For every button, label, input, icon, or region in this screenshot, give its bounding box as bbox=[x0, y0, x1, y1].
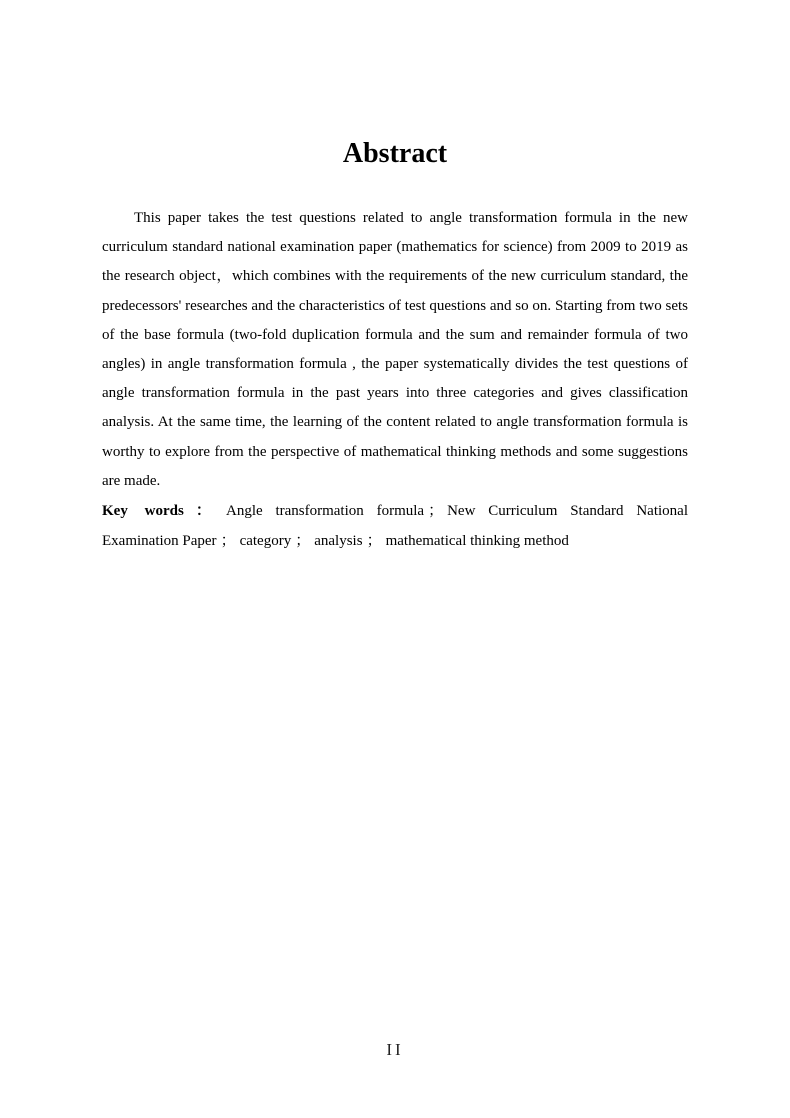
keyword-item: mathematical thinking method bbox=[385, 533, 569, 549]
keywords-line bbox=[102, 496, 688, 556]
keyword-separator: ； bbox=[295, 533, 311, 549]
abstract-title: Abstract bbox=[342, 138, 448, 169]
keyword-item: category bbox=[239, 533, 292, 549]
keyword-item: New Curriculum Standard National Examination Paper bbox=[102, 503, 689, 549]
page-number: II bbox=[386, 1040, 404, 1059]
keywords-label: Key words bbox=[102, 503, 184, 519]
abstract-paragraph: This paper takes the test questions related to angle transformation formula in the new curriculum standard national examination paper (mathematics for science) from 2009 to 2019 as the research object，which combines with the requirements of the new curriculum standard, the predecessors' researches and the characteristics of test questions and so on. Starting from two sets of the base formula (two-fold duplication formula and the sum and remainder formula of two angles) in angle transformation formula , the paper systematically divides the test questions of angle transformation formula in the past years into three categories and gives classification analysis. At the same time, the learning of the content related to angle transformation formula is worthy to explore from the perspective of mathematical thinking methods and some suggestions are made. bbox=[102, 210, 688, 489]
keyword-separator: ； bbox=[220, 533, 236, 549]
keyword-separator: ； bbox=[366, 533, 382, 549]
keyword-separator: ； bbox=[428, 503, 444, 519]
keyword-item: analysis bbox=[314, 533, 363, 549]
keywords-colon: ： bbox=[186, 503, 220, 519]
keyword-item: Angle transformation formula bbox=[225, 503, 425, 519]
